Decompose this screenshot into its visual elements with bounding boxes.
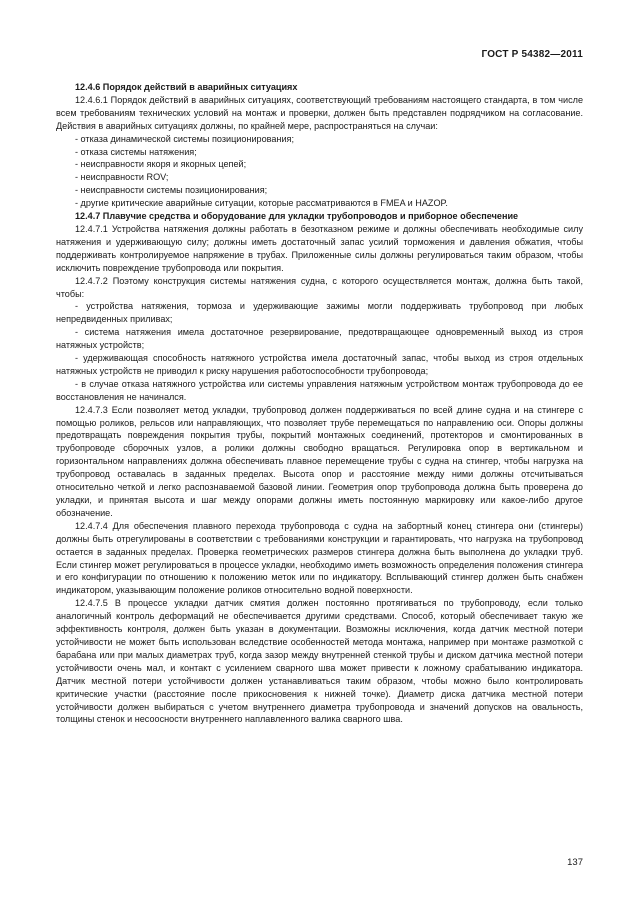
list-item: - система натяжения имела достаточное резервирование, предотвращающее одновременный выход из строя натяжных устройств; bbox=[56, 327, 583, 351]
section-heading-12-4-7: 12.4.7 Плавучие средства и оборудование для укладки трубопроводов и приборное обеспечение bbox=[75, 211, 519, 222]
paragraph-12-4-6-1: 12.4.6.1 Порядок действий в аварийных ситуациях, соответствующий требованиям настоящего стандарта, в том числе всем требованиям технических условий на монтаж и проверки, должен быть представлен подрядчиком на согласование. Действия в аварийных ситуациях должны, по крайней мере, распространяться на случаи: bbox=[56, 94, 583, 131]
paragraph-12-4-7-4: 12.4.7.4 Для обеспечения плавного перехода трубопровода с судна на забортный конец стингера они (стингеры) должны быть отрегулированы в соответствии с требованиями конструкции и гарантировать, что нагрузка на трубопровод остается в заданных пределах. Проверка геометрических размеров стингера должна быть выполнена до укладки труб. Если стингер может регулироваться в процессе укладки, необходимо иметь возможность определения положения стингера и его конфигурации по отношению к положению меток или по индикатору. Всплывающий стингер должен быть снабжен индикатором, указывающим положение роликов относительно водной поверхности. bbox=[56, 520, 583, 596]
list-item: - неисправности якоря и якорных цепей; bbox=[75, 159, 247, 170]
list-item: - отказа динамической системы позиционирования; bbox=[75, 133, 294, 144]
paragraph-12-4-7-2: 12.4.7.2 Поэтому конструкция системы натяжения судна, с которого осуществляется монтаж, должна быть такой, чтобы: bbox=[56, 275, 583, 299]
paragraph-12-4-7-1: 12.4.7.1 Устройства натяжения должны работать в безотказном режиме и должны обеспечивать необходимые силу натяжения и удерживающую силу; должны иметь достаточный запас усилий торможения и давления обжатия, чтобы поддерживать контролируемое напряжение в трубах. Приложенные силы должны регулироваться таким образом, чтобы исключить повреждение трубопровода или покрытия. bbox=[56, 223, 583, 273]
page-number: 137 bbox=[567, 857, 583, 868]
list-item: - отказа системы натяжения; bbox=[75, 146, 197, 157]
document-body bbox=[56, 81, 583, 726]
standard-code: ГОСТ Р 54382—2011 bbox=[481, 49, 583, 60]
section-heading-12-4-6: 12.4.6 Порядок действий в аварийных ситуациях bbox=[75, 82, 298, 92]
list-item: - неисправности системы позиционирования; bbox=[75, 185, 268, 196]
list-item: - другие критические аварийные ситуации, которые рассматриваются в FMEA и HAZOP. bbox=[75, 198, 448, 209]
list-item: - устройства натяжения, тормоза и удерживающие зажимы могли поддерживать трубопровод при любых непредвиденных приливах; bbox=[56, 301, 583, 325]
list-item: - в случае отказа натяжного устройства или системы управления натяжным устройством монтаж трубопровода до ее восстановления не начинался. bbox=[56, 378, 583, 402]
list-item: - неисправности ROV; bbox=[75, 172, 169, 183]
paragraph-12-4-7-3: 12.4.7.3 Если позволяет метод укладки, трубопровод должен поддерживаться по всей длине судна и на стингере с помощью роликов, рельсов или направляющих, что позволяет трубе перемещаться по направлению оси. Опоры должны предотвращать повреждения покрытия трубы, покрытий монтажных соединений, протекторов и смонтированных в трубопроводе сборочных узлов, а ролики должны свободно вращаться. Регулировка опор в вертикальном и горизонтальном направлениях должна обеспечивать плавное перемещение трубы с судна на стингер, чтобы нагрузка на трубопровод оставалась в заданных пределах. Высота опор и расстояние между ними должны отсчитываться относительно четкой и легко распознаваемой базовой линии. Геометрия опор трубопровода должна быть проверена до укладки, и принятая высота и шаг между опорами должны иметь постоянную маркировку или какое-либо другое обозначение. bbox=[56, 404, 583, 518]
paragraph-12-4-7-5: 12.4.7.5 В процессе укладки датчик смятия должен постоянно протягиваться по трубопроводу, если только аналогичный контроль деформаций не обеспечивается другими средствами. Способ, который обеспечивает такую же эффективность контроля, должен быть указан в документации. Возможны исключения, когда датчик местной потери устойчивости не может быть использован вследствие особенностей метода монтажа, например при монтаже размоткой с барабана или при малых диаметрах труб, когда зазор между внутренней стенкой трубы и диском датчика местной потери устойчивости очень мал, и контакт с усилением сварного шва может привести к ложному срабатыванию индикатора. Датчик местной потери устойчивости должен устанавливаться таким образом, чтобы можно было контролировать критические участки (расстояние после прикосновения к нижней точке). Диаметр диска датчика местной потери устойчивости должен выбираться с учетом внутреннего диаметра трубопровода и значений допусков на овальность, толщины стенок и несоосности внутреннего наплавленного валика сварного шва. bbox=[56, 598, 583, 725]
list-item: - удерживающая способность натяжного устройства имела достаточный запас, чтобы выход из строя отдельных натяжных устройств не приводил к риску нарушения работоспособности трубопровода; bbox=[56, 353, 583, 376]
